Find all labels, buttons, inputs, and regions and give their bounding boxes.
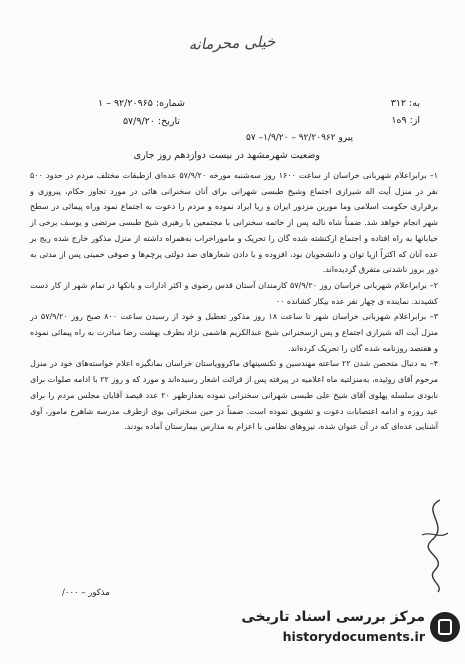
paragraph-3: ۳– برابراعلام شهربانی خراسان شهر تا ساعت ۱۸ روز مذکور تعطیل و خود از رسیدن ساعت ۸۰۰ صبح روز ۵۷/۹/۲۰ در منزل آیت اله شیرازی اجتماع و پس ازسخنرانی شیخ عبدالکریم هاشمی نژاد بطرف بهشت رضا مبادرت به راه پیمائی نموده و هفتصد روزنامه شده گان را تحریک کرده‌اند. bbox=[30, 312, 438, 353]
classification-stamp: خیلی محرمانه bbox=[188, 32, 276, 54]
reference-code: به: ۳۱۲ bbox=[390, 98, 420, 109]
paragraph-4: ۴– به دنبال متحصن شدن ۲۲ ساعته مهندسین و تکنسینهای ماکروویاستان خراسان بمانگیزه اعلام خواسته‌های خود در منزل مرحوم آقای زوئیده، به‌منزلتیه ماه اعلامیه در پیرفته پس از قرائت اشعار رسیده‌اند و مورد که و روز ۲۲ با ادامه صلوات برای نابودی سلسله پهلوی آقای شیخ علی طبسی شهرانی سخنرانی نموده بعدازظهر ۲۰ عدد قیصد آقایان مجلس مردم را برای عید روزه و ادامه اعتصابات دعوت و تشویق نموده است. ضمناً در حین سخنرانی بوی ازطرف مدرسه شاهرخ مامور، آوی آشنایی عده‌ای که در آن عنوان شده، نیروهای نظامی با اعزام به مدارس بیمارستان آماده بودند. bbox=[30, 359, 439, 432]
document-body bbox=[30, 168, 438, 435]
document-number: شماره: ۹۲/۲۰۹۶۵ – ۱ bbox=[98, 98, 185, 109]
paragraph-1: ۱– برابراعلام شهربانی خراسان از ساعت ۱۶۰۰ روز سه‌شنبه مورخه ۵۷/۹/۲۰ عده‌ای ازطبقات مختلف مردم در حدود ۵۰۰ نفر در منزل آیت اله شیرازی اجتماع وشیخ طبسی شهرانی برای آنان سخنرانی هائی در مورد تجاوز حکام، پیروزی و برقراری حکومت اسلامی وما مورین مزدور ایران و ریا ایراد نموده و مردم را دعوت به اجتماع نمود وراه پیمائی در سطح شهر انجام خواهد شد. ضمناً شاه نالبه پس از خاتمه سخنرانی با مجتمعین با رهبری شیخ طبسی مرتضی و یوسف برخی از خیابانها به راه افتاده و اجتماع ارکنشته شده گان را تحریک و ماموراخراب به‌همراه داشته از منزل مذکور خارج شده ریج بر عده آنان که اکثراً ازیا توان و دانشجویان بود، افزوده و با دادن شعارهای ضد دولتی پرچم‌ها و صوفی خمینی پس از مدتی به دور بروز ناشدنی متفرق گردیده‌اند. bbox=[30, 171, 439, 275]
subject-line: پیرو ۹۲/۲۰۹۶۲ – ۱/۹/۲۰– ۵۷ bbox=[246, 133, 353, 143]
footer-note: مذکور – ۰۰۰/ bbox=[62, 588, 110, 598]
watermark-title: مرکز بررسی اسناد تاریخی bbox=[241, 609, 425, 625]
watermark-url: historydocuments.ir bbox=[282, 629, 425, 644]
document-logo-icon bbox=[430, 612, 460, 642]
paragraph-2: ۲– برابراعلام شهربانی خراسان روز ۵۷/۹/۲۰ کارمندان آستان قدس رضوی و اکثر ادارات و بانکها در تمام شهر از کار دست کشیدند. نماینده ی چهار نفر عده بیکار کشانده ۰۰ bbox=[30, 280, 438, 306]
handwritten-signature bbox=[410, 495, 460, 595]
reference-from: از: ۹ه۱ bbox=[391, 115, 420, 126]
document-date: تاریخ: ۵۷/۹/۲۰ bbox=[122, 116, 180, 127]
document-title: وضعیت شهرمشهد در بیست دوازدهم روز جاری bbox=[133, 150, 320, 161]
